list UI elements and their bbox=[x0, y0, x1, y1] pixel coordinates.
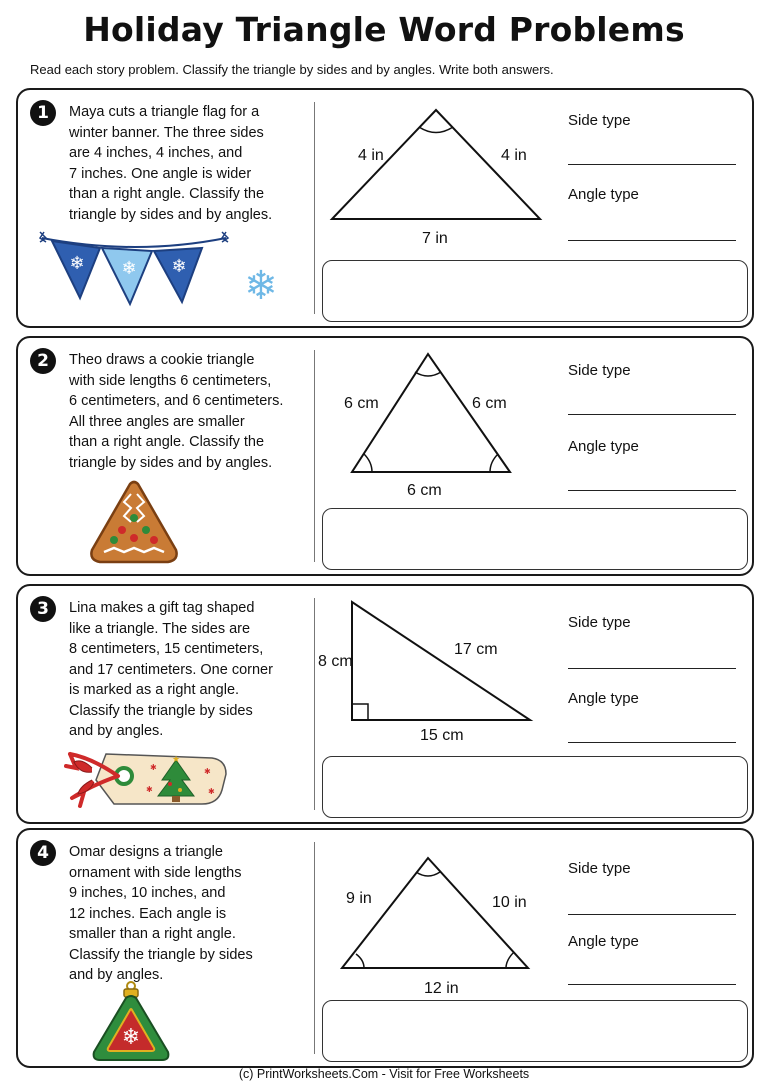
side-label: 4 in bbox=[358, 147, 384, 164]
story-line: is marked as a right angle. bbox=[69, 682, 240, 698]
column-divider bbox=[314, 102, 315, 314]
angle-type-label: Angle type bbox=[568, 186, 639, 203]
svg-text:❄: ❄ bbox=[69, 253, 85, 273]
problem-story bbox=[69, 842, 297, 986]
answer-box[interactable] bbox=[322, 508, 748, 570]
side-type-answer-line[interactable] bbox=[568, 414, 736, 415]
angle-type-answer-line[interactable] bbox=[568, 490, 736, 491]
side-type-label: Side type bbox=[568, 860, 631, 877]
story-line: and 17 centimeters. One corner bbox=[69, 661, 273, 678]
column-divider bbox=[314, 598, 315, 810]
angle-type-label: Angle type bbox=[568, 690, 639, 707]
story-line: ornament with side lengths bbox=[69, 864, 242, 881]
side-type-answer-line[interactable] bbox=[568, 668, 736, 669]
gingerbread-cookie-icon bbox=[84, 478, 184, 568]
side-label: 4 in bbox=[501, 147, 527, 164]
problem-story bbox=[69, 598, 297, 742]
problem-card-1 bbox=[16, 88, 754, 328]
svg-text:❄: ❄ bbox=[171, 256, 187, 276]
answer-box[interactable] bbox=[322, 1000, 748, 1062]
story-line: 9 inches, 10 inches, and bbox=[69, 885, 226, 901]
side-label: 7 in bbox=[422, 230, 448, 247]
story-line: 7 inches. One angle is wider bbox=[69, 165, 252, 182]
side-type-answer-line[interactable] bbox=[568, 164, 736, 165]
column-divider bbox=[314, 842, 315, 1054]
side-label: 6 cm bbox=[344, 395, 379, 412]
side-label: 9 in bbox=[346, 890, 372, 907]
side-label: 6 cm bbox=[407, 482, 442, 499]
side-type-label: Side type bbox=[568, 614, 631, 631]
story-line: with side lengths 6 centimeters, bbox=[69, 372, 272, 389]
svg-text:✱: ✱ bbox=[150, 763, 157, 772]
problem-card-2 bbox=[16, 336, 754, 576]
gift-tag-icon bbox=[62, 746, 232, 814]
angle-type-answer-line[interactable] bbox=[568, 742, 736, 743]
side-label: 15 cm bbox=[420, 727, 464, 744]
triangle-ornament-icon bbox=[90, 980, 172, 1064]
column-divider bbox=[314, 350, 315, 562]
triangle-diagram bbox=[318, 836, 558, 996]
problem-number-badge: 4 bbox=[30, 840, 56, 866]
page-title: Holiday Triangle Word Problems bbox=[83, 10, 685, 49]
answer-box[interactable] bbox=[322, 756, 748, 818]
story-line: Classify the triangle by sides bbox=[69, 946, 253, 963]
snowflake-bunting-icon bbox=[36, 224, 286, 314]
instructions: Read each story problem. Classify the triangle by sides and by angles. Write both answers. bbox=[30, 62, 554, 77]
problem-story bbox=[69, 102, 297, 225]
footer-credit: (c) PrintWorksheets.Com - Visit for Free Worksheets bbox=[238, 1067, 530, 1081]
problem-card-4 bbox=[16, 828, 754, 1068]
story-line: All three angles are smaller bbox=[69, 413, 245, 430]
side-type-answer-line[interactable] bbox=[568, 914, 736, 915]
side-label: 8 cm bbox=[318, 653, 353, 670]
story-line: 12 inches. Each angle is bbox=[69, 905, 227, 922]
story-line: Theo draws a cookie triangle bbox=[69, 352, 255, 368]
svg-text:✱: ✱ bbox=[204, 767, 211, 776]
story-line: 8 centimeters, 15 centimeters, bbox=[69, 641, 264, 657]
angle-type-answer-line[interactable] bbox=[568, 984, 736, 985]
svg-text:✱: ✱ bbox=[208, 787, 215, 796]
angle-type-label: Angle type bbox=[568, 933, 639, 950]
problem-number-badge: 2 bbox=[30, 348, 56, 374]
story-line: like a triangle. The sides are bbox=[69, 620, 251, 637]
answer-box[interactable] bbox=[322, 260, 748, 322]
story-line: Lina makes a gift tag shaped bbox=[69, 600, 255, 616]
story-line: than a right angle. Classify the bbox=[69, 186, 265, 202]
problem-story bbox=[69, 350, 297, 473]
angle-type-answer-line[interactable] bbox=[568, 240, 736, 241]
svg-text:❄: ❄ bbox=[121, 258, 137, 278]
story-line: triangle by sides and by angles. bbox=[69, 454, 273, 471]
side-type-label: Side type bbox=[568, 362, 631, 379]
svg-text:❄: ❄ bbox=[121, 1024, 141, 1049]
svg-text:❄: ❄ bbox=[244, 264, 278, 308]
side-label: 10 in bbox=[492, 894, 527, 911]
story-line: 6 centimeters, and 6 centimeters. bbox=[69, 393, 284, 409]
story-line: are 4 inches, 4 inches, and bbox=[69, 145, 243, 161]
triangle-diagram bbox=[318, 592, 558, 752]
story-line: smaller than a right angle. bbox=[69, 926, 236, 942]
story-line: Omar designs a triangle bbox=[69, 844, 223, 860]
story-line: winter banner. The three sides bbox=[69, 124, 264, 141]
story-line: and by angles. bbox=[69, 723, 164, 739]
problem-number-badge: 3 bbox=[30, 596, 56, 622]
svg-text:★: ★ bbox=[171, 754, 181, 764]
story-line: triangle by sides and by angles. bbox=[69, 206, 273, 223]
svg-text:✱: ✱ bbox=[146, 785, 153, 794]
problem-card-3 bbox=[16, 584, 754, 824]
angle-type-label: Angle type bbox=[568, 438, 639, 455]
side-label: 6 cm bbox=[472, 395, 507, 412]
triangle-diagram bbox=[318, 96, 558, 256]
side-label: 12 in bbox=[424, 980, 459, 996]
triangle-diagram bbox=[318, 344, 558, 504]
side-type-label: Side type bbox=[568, 112, 631, 129]
story-line: and by angles. bbox=[69, 967, 164, 983]
problem-number-badge: 1 bbox=[30, 100, 56, 126]
side-label: 17 cm bbox=[454, 641, 498, 658]
story-line: than a right angle. Classify the bbox=[69, 434, 265, 450]
story-line: Classify the triangle by sides bbox=[69, 702, 253, 719]
story-line: Maya cuts a triangle flag for a bbox=[69, 104, 260, 120]
